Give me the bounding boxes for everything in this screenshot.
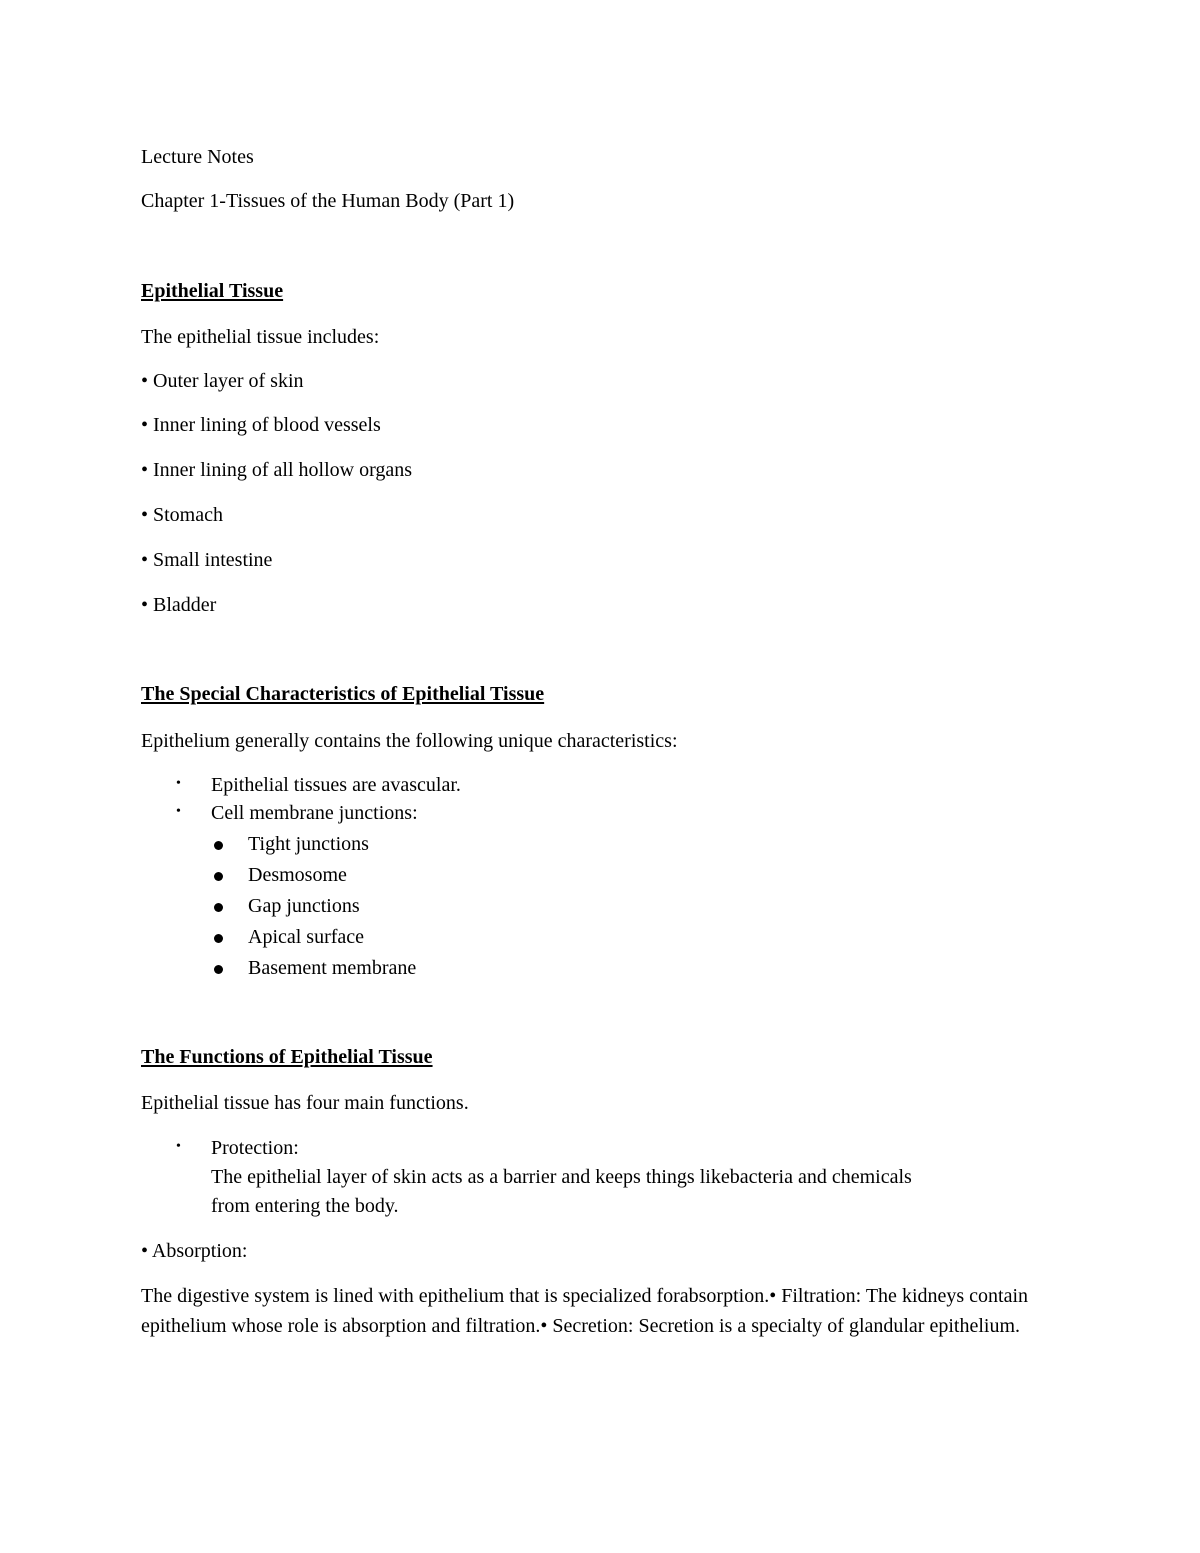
section-intro: The epithelial tissue includes: [141,326,380,348]
bullet-icon: • [176,1139,181,1154]
bullet-icon: • [176,804,181,819]
closing-paragraph: The digestive system is lined with epithelium that is specialized forabsorption.• Filtration: The kidneys contain epithelium whose role is absorption and filtration.• Secretion: Secretion is a specialty of glandular epithelium. [141,1285,1029,1337]
protection-text: The epithelial layer of skin acts as a barrier and keeps things likebacteria and chemicals [211,1166,912,1188]
absorption-label: • Absorption: [141,1240,248,1262]
filled-circle-bullet-icon [214,903,223,912]
filled-circle-bullet-icon [214,934,223,943]
list-item: • Inner lining of blood vessels [141,414,381,436]
list-item: • Small intestine [141,549,273,571]
sub-list-item: Desmosome [248,864,347,886]
doc-label: Lecture Notes [141,146,254,168]
filled-circle-bullet-icon [214,872,223,881]
bullet-icon: • [176,776,181,791]
list-item: Epithelial tissues are avascular. [211,774,461,796]
sub-list-item: Apical surface [248,926,365,948]
sub-list-item: Basement membrane [248,957,417,979]
list-item: • Inner lining of all hollow organs [141,459,413,481]
filled-circle-bullet-icon [214,841,223,850]
section-heading-epithelial-tissue: Epithelial Tissue [141,280,284,302]
sub-list-item: Gap junctions [248,895,360,917]
protection-label: Protection: [211,1137,299,1159]
chapter-title: Chapter 1-Tissues of the Human Body (Part 1) [141,190,515,212]
section-intro: Epithelial tissue has four main functions. [141,1092,469,1114]
list-item: • Outer layer of skin [141,370,304,392]
list-item: • Stomach [141,504,223,526]
filled-circle-bullet-icon [214,965,223,974]
sub-list-item: Tight junctions [248,833,369,855]
section-heading-functions: The Functions of Epithelial Tissue [141,1046,433,1068]
protection-text: from entering the body. [211,1195,399,1217]
section-heading-special-characteristics: The Special Characteristics of Epithelial Tissue [141,683,545,705]
list-item: • Bladder [141,594,217,616]
section-intro: Epithelium generally contains the following unique characteristics: [141,730,678,752]
list-item: Cell membrane junctions: [211,802,418,824]
